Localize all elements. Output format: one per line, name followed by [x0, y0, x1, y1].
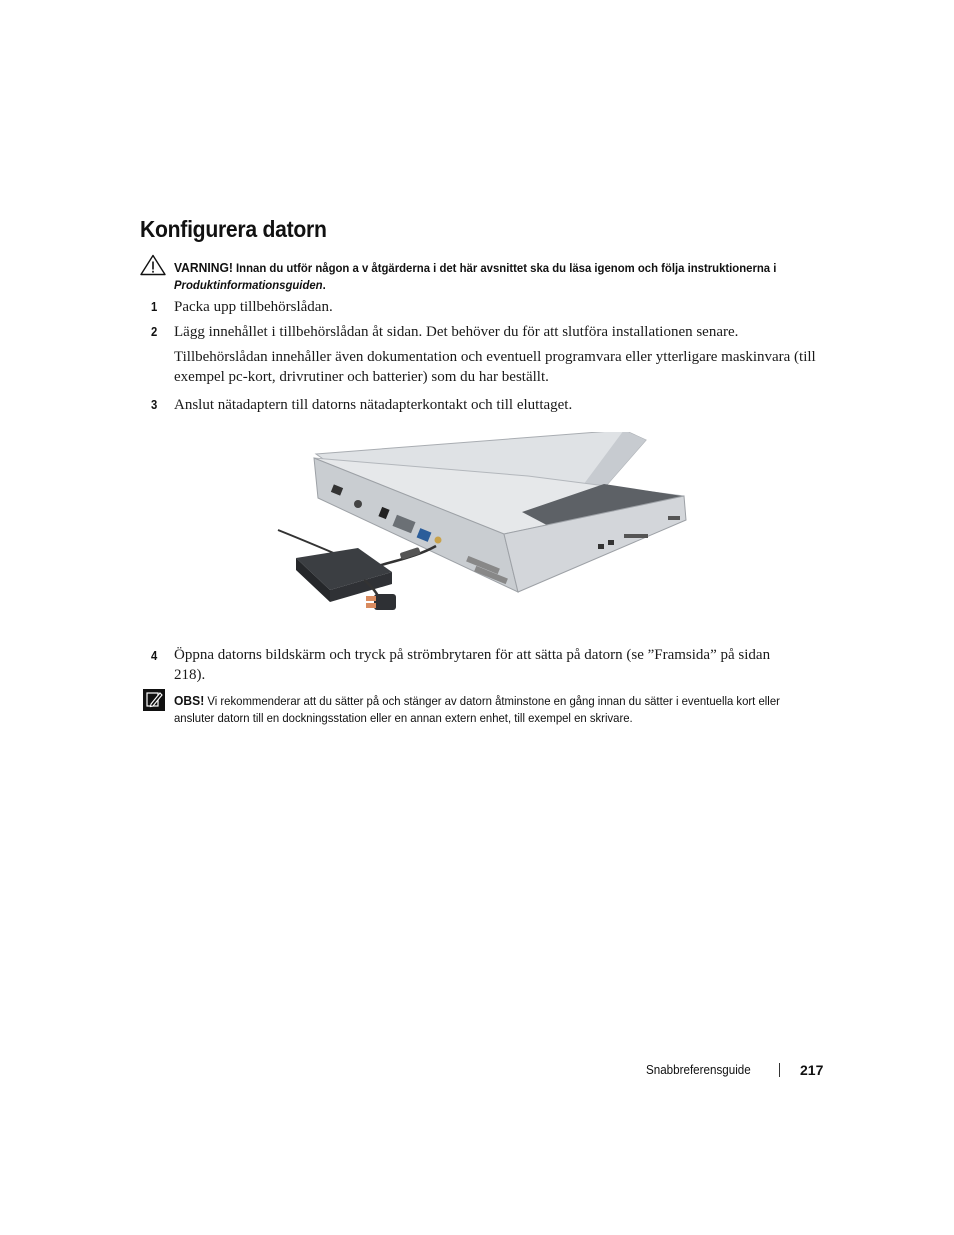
page-number: 217: [800, 1062, 824, 1078]
note-pencil-icon: [143, 689, 165, 711]
warning-reference: Produktinformationsguiden: [174, 278, 323, 292]
step-number: 4: [151, 649, 158, 663]
note-lead: OBS!: [174, 693, 205, 708]
step-text: Anslut nätadaptern till datorns nätadapterkontakt och till eluttaget.: [174, 397, 573, 413]
step-text: Öppna datorns bildskärm och tryck på strömbrytaren för att sätta på datorn (se ”Framsida” på sidan 218).: [174, 647, 771, 683]
step-number: 2: [151, 325, 158, 339]
step-paragraph: Tillbehörslådan innehåller även dokumentation och eventuell programvara eller ytterligare maskinvara (till exempel pc-kort, drivrutiner och batterier) som du har beställt.: [174, 349, 816, 385]
footer-separator: [779, 1063, 780, 1077]
warning-triangle-icon: [140, 254, 166, 276]
warning-body: Innan du utför någon a v åtgärderna i det här avsnittet ska du läsa igenom och följa instruktionerna i: [236, 261, 777, 275]
step-number: 3: [151, 398, 158, 412]
step-text: Lägg innehållet i tillbehörslådan åt sidan. Det behöver du för att slutföra installationen senare.: [174, 324, 739, 340]
note-body: Vi rekommenderar att du sätter på och stänger av datorn åtminstone en gång innan du sätter i eventuella kort eller ansluter datorn till en dockningsstation eller en annan extern enhet, till exempel en skrivare.: [174, 694, 780, 725]
warning-lead: VARNING!: [174, 260, 233, 275]
note-text: [174, 692, 788, 727]
step-text: Packa upp tillbehörslådan.: [174, 299, 333, 315]
step-number: 1: [151, 300, 158, 314]
page-title: Konfigurera datorn: [140, 216, 327, 242]
laptop-with-power-adapter-illustration: [268, 432, 692, 618]
warning-text: [174, 259, 788, 294]
footer-label: Snabbreferensguide: [646, 1063, 751, 1077]
warning-end: .: [322, 278, 326, 292]
